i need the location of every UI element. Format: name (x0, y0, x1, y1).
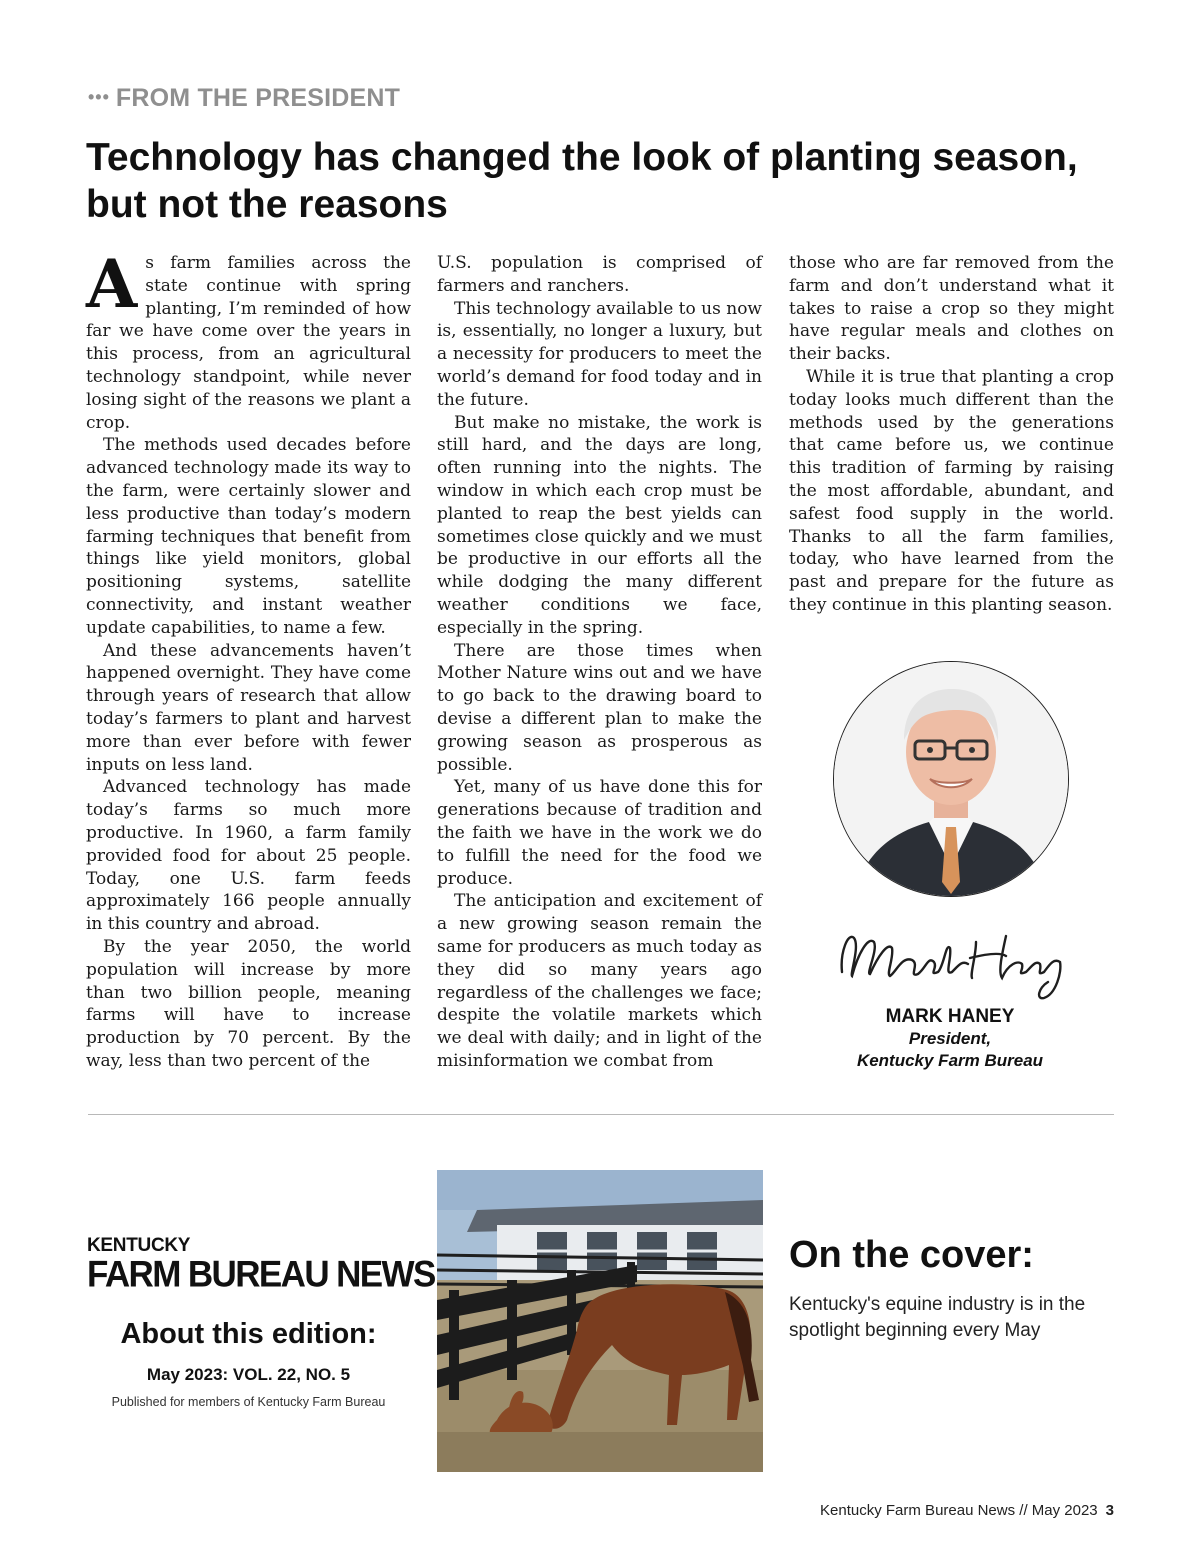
publication-logo (87, 1235, 435, 1296)
article-paragraph: While it is true that planting a crop today looks much different than the methods used by the generations that came before us, we continue this tradition of farming by raising the most affordable, abundant, and safest food supply in the world. Thanks to all the farm families, today, who have learned from the past and prepare for the future as they continue in this planting season. (789, 366, 1114, 615)
section-divider (88, 1114, 1114, 1115)
article-paragraph: those who are far removed from the farm and don’t understand what it takes to raise a crop so they might have regular meals and clothes on their backs. (789, 253, 1114, 365)
published-note: Published for members of Kentucky Farm Bureau (111, 1395, 386, 1409)
author-organization: Kentucky Farm Bureau (856, 1051, 1044, 1070)
article-column-3 (789, 252, 1114, 617)
kicker-dots: ••• (88, 87, 110, 107)
article-headline: Technology has changed the look of planting season, but not the reasons (86, 136, 1078, 226)
article-paragraph: By the year 2050, the world population will increase by more than two billion people, meaning farms will have to increase production by 70 percent. By the way, less than two percent of the (86, 936, 411, 1071)
author-portrait (833, 661, 1069, 897)
author-name: MARK HANEY (885, 1006, 1015, 1027)
article-column-2 (437, 252, 762, 1073)
drop-cap: A (86, 245, 138, 323)
author-title: President, (908, 1029, 992, 1048)
article-paragraph: The anticipation and excitement of a new growing season remain the same for producers as much today as they did so many years ago regardless of the challenges we face; despite the volatile markets which we deal with daily; and in light of the misinformation we combat from (437, 891, 762, 1071)
article-paragraph: The methods used decades before advanced technology made its way to the farm, were certainly slower and less productive than today’s modern farming techniques that benefit from things like yield monitors, global positioning systems, satellite connectivity, and instant weather update capabilities, to name a few. (86, 435, 411, 638)
article-paragraph (86, 245, 411, 434)
edition-volume: May 2023: VOL. 22, NO. 5 (146, 1365, 351, 1384)
about-edition-title: About this edition: (120, 1318, 377, 1350)
horse-photo-illustration (437, 1170, 763, 1472)
article-paragraph: U.S. population is comprised of farmers and ranchers. (437, 253, 762, 296)
paragraph-text: s farm families across the state continue with spring planting, I’m reminded of how far we have come over the years in this process, from an agricultural technology standpoint, while never losing sight of the reasons we plant a crop. (86, 253, 411, 433)
author-signature (830, 912, 1075, 1002)
footer-text: Kentucky Farm Bureau News // May 2023 (820, 1502, 1098, 1519)
cover-description: Kentucky's equine industry is in the spotlight beginning every May (789, 1294, 1086, 1341)
page-number: 3 (1105, 1502, 1114, 1519)
page-footer (820, 1501, 1114, 1521)
section-kicker (88, 84, 400, 113)
article-paragraph: But make no mistake, the work is still hard, and the days are long, often running into the nights. The window in which each crop must be planted to reap the best yields can sometimes close quickly and we must be productive in our efforts all the while dodging the many different weather conditions we face, especially in the spring. (437, 412, 762, 638)
article-paragraph: There are those times when Mother Nature wins out and we have to go back to the drawing board to devise a different plan to make the growing season as prosperous as possible. (437, 640, 762, 775)
cover-title: On the cover: (789, 1234, 1034, 1276)
article-paragraph: Advanced technology has made today’s farms so much more productive. In 1960, a farm family provided food for about 25 people. Today, one U.S. farm feeds approximately 166 people annually in this country and abroad. (86, 777, 411, 935)
article-paragraph: Yet, many of us have done this for generations because of tradition and the faith we have in the work we do to fulfill the need for the food we produce. (437, 777, 762, 889)
article-column-1 (86, 245, 411, 1073)
logo-top-line: KENTUCKY (87, 1235, 191, 1256)
kicker-label: FROM THE PRESIDENT (115, 84, 401, 112)
article-paragraph: And these advancements haven’t happened overnight. They have come through years of research that allow today’s farmers to plant and harvest more than ever before with fewer inputs on less land. (86, 640, 411, 775)
cover-photo (437, 1170, 763, 1472)
portrait-illustration (834, 662, 1068, 896)
signature-graphic (830, 912, 1075, 1002)
logo-bottom-line: FARM BUREAU NEWS (87, 1253, 435, 1296)
article-paragraph: This technology available to us now is, essentially, no longer a luxury, but a necessity for producers to meet the world’s demand for food today and in the future. (437, 298, 762, 410)
